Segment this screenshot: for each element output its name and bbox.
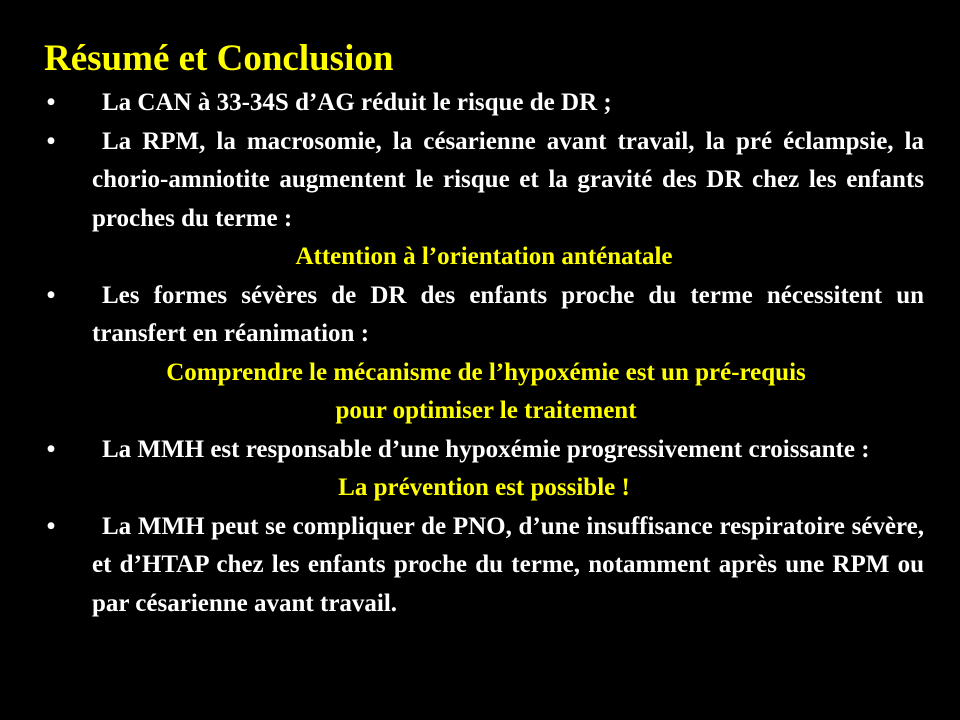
bullet-item bbox=[46, 431, 924, 470]
bullet-icon: • bbox=[46, 512, 56, 540]
bullet-item bbox=[46, 84, 924, 123]
highlight-text: Attention à l’orientation anténatale bbox=[295, 243, 673, 270]
highlight-text: La prévention est possible ! bbox=[338, 474, 630, 501]
bullet-item bbox=[46, 508, 924, 624]
highlight-text: pour optimiser le traitement bbox=[335, 397, 637, 424]
bullet-icon: • bbox=[46, 281, 56, 309]
bullet-icon: • bbox=[46, 89, 56, 116]
bullet-text: La CAN à 33-34S d’AG réduit le risque de DR ; bbox=[102, 89, 612, 116]
bullet-icon: • bbox=[46, 435, 56, 463]
bullet-text: La MMH est responsable d’une hypoxémie progressivement croissante : bbox=[102, 435, 870, 463]
bullet-item bbox=[46, 123, 924, 239]
bullet-text: Les formes sévères de DR des enfants proche du terme nécessitent un transfert en réanimation : bbox=[92, 281, 924, 347]
slide-title: Résumé et Conclusion bbox=[44, 38, 394, 79]
bullet-item bbox=[46, 277, 924, 354]
slide-content bbox=[0, 84, 960, 623]
bullet-text: La MMH peut se compliquer de PNO, d’une insuffisance respiratoire sévère, et d’HTAP chez les enfants proche du terme, notamment après une RPM ou par césarienne avant travail. bbox=[92, 512, 924, 617]
bullet-text: La RPM, la macrosomie, la césarienne avant travail, la pré éclampsie, la chorio-amniotite augmentent le risque et la gravité des DR chez les enfants proches du terme : bbox=[92, 127, 924, 232]
highlight-text: Comprendre le mécanisme de l’hypoxémie est un pré-requis bbox=[166, 358, 806, 386]
bullet-icon: • bbox=[46, 127, 56, 155]
